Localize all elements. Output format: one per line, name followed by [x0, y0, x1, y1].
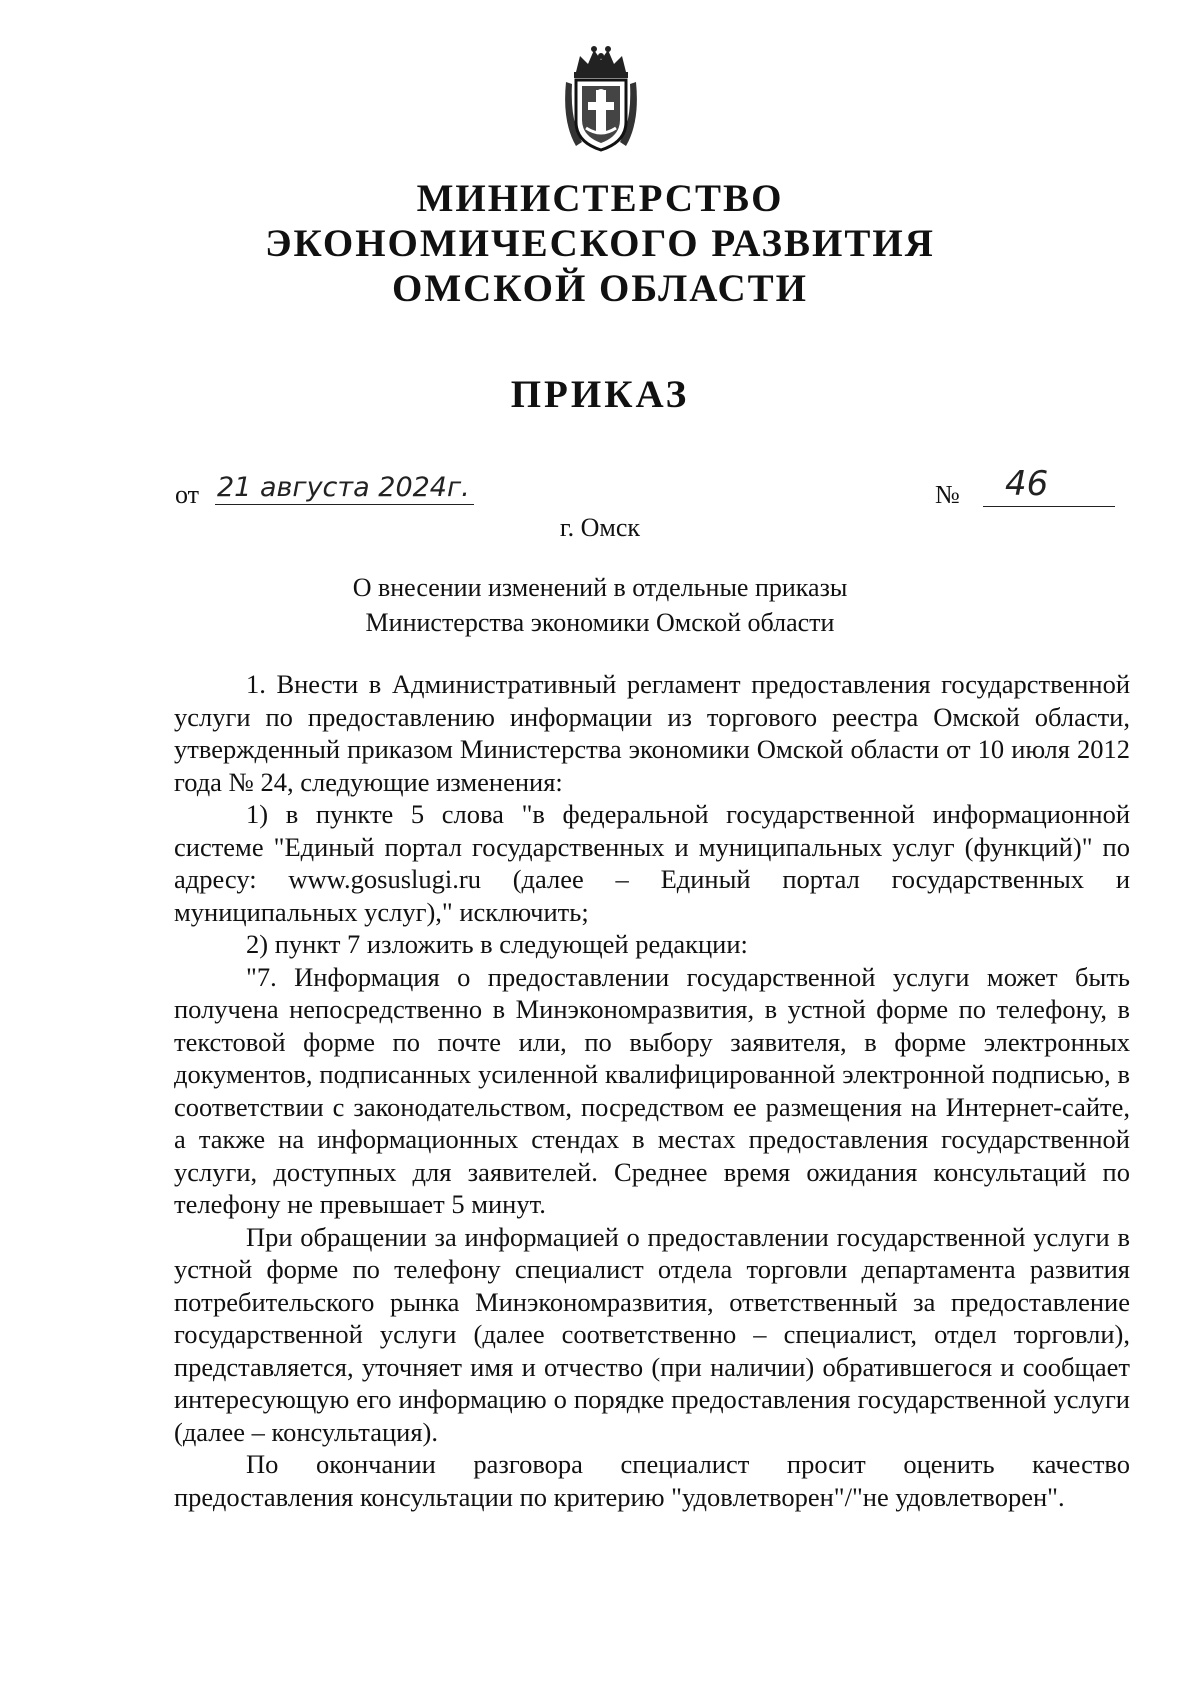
document-type-title: ПРИКАЗ [510, 373, 690, 416]
body-paragraph-5: При обращении за информацией о предоставлении государственной услуги в устной форме по телефону специалист отдела торговли департамента развития потребительского рынка Минэкономразвития, ответственный за предоставление государственной услуги (далее соответственно – специалист, отдел торговли), представляется, уточняет имя и отчество (при наличии) обратившегося и сообщает интересующую его информацию о порядке предоставления государственной услуги (далее – консультация). [174, 1221, 1130, 1447]
order-number [935, 464, 1125, 517]
coat-of-arms-icon [562, 42, 640, 154]
handwritten-date: 21 августа 2024г. [215, 472, 474, 505]
date-number-row [175, 464, 1120, 517]
ministry-line-3: ОМСКОЙ ОБЛАСТИ [392, 267, 808, 310]
body-paragraph-1: 1. Внести в Административный регламент предоставления государственной услуги по предоставлению информации из торгового реестра Омской области, утвержденный приказом Министерства экономики Омской области от 10 июля 2012 года № 24, следующие изменения: [174, 669, 1130, 797]
date-prefix: от [175, 480, 200, 509]
body-paragraph-4: "7. Информация о предоставлении государственной услуги может быть получена непосредственно в Минэкономразвития, в устной форме по телефону, в текстовой форме по почте или, по выбору заявителя, в форме электронных документов, подписанных усиленной квалифицированной электронной подписью, в соответствии с законодательством, посредством ее размещения на Интернет-сайте, а также на информационных стендах в местах предоставления государственной услуги, доступных для заявителей. Среднее время ожидания консультаций по телефону не превышает 5 минут. [174, 961, 1130, 1219]
order-subject [0, 570, 1200, 640]
city: г. Омск [559, 513, 641, 542]
subject-line-1: О внесении изменений в отдельные приказы [352, 573, 848, 602]
number-underline [983, 506, 1115, 507]
handwritten-number: 46 [1005, 464, 1049, 504]
body-paragraph-6: По окончании разговора специалист просит оценить качество предоставления консультации по критерию "удовлетворен"/"не удовлетворен". [174, 1449, 1130, 1512]
order-body [174, 668, 1130, 1513]
ministry-line-2: ЭКОНОМИЧЕСКОГО РАЗВИТИЯ [265, 222, 935, 265]
body-paragraph-2: 1) в пункте 5 слова "в федеральной государственной информационной системе "Единый портал государственных и муниципальных услуг (функций)" по адресу: www.gosuslugi.ru (далее – Единый портал государственных и муниципальных услуг)," исключить; [174, 799, 1130, 927]
ministry-line-1: МИНИСТЕРСТВО [416, 177, 784, 220]
number-sign: № [935, 480, 960, 509]
ministry-name [0, 176, 1200, 311]
body-paragraph-3: 2) пункт 7 изложить в следующей редакции: [246, 929, 748, 959]
subject-line-2: Министерства экономики Омской области [365, 608, 835, 637]
